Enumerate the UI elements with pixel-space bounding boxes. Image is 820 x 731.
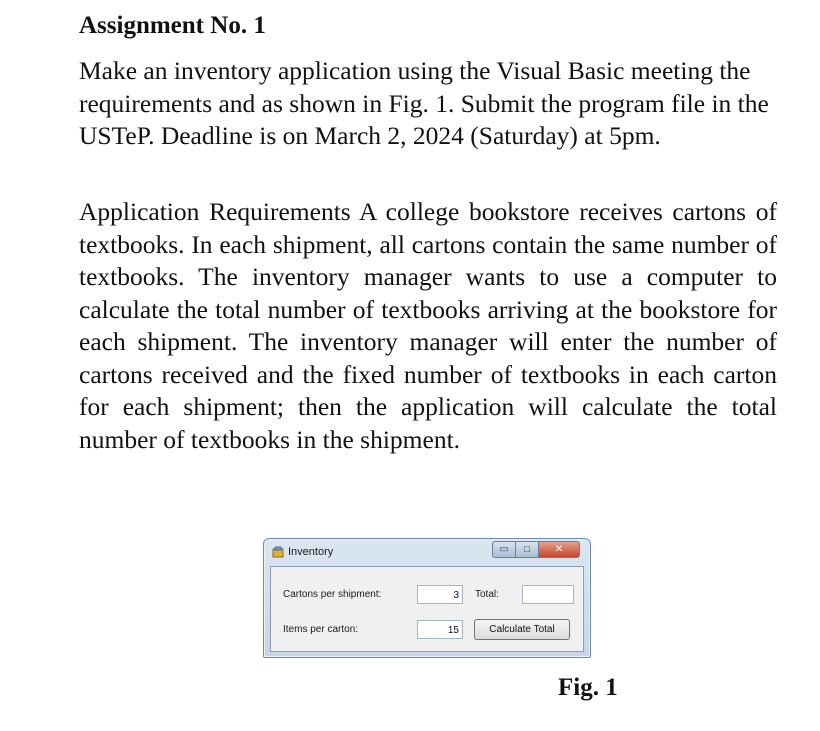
close-button[interactable]: ✕ xyxy=(538,541,580,558)
window-titlebar[interactable] xyxy=(264,539,590,565)
app-icon xyxy=(272,546,284,558)
instructions-paragraph: Make an inventory application using the Visual Basic meeting the requirements and as shown in Fig. 1. Submit the program file in the USTeP. Deadline is on March 2, 2024 (Saturday) at 5pm. xyxy=(79,56,769,150)
figure-caption: Fig. 1 xyxy=(558,674,618,701)
form-client-area xyxy=(270,566,584,652)
cartons-label: Cartons per shipment: xyxy=(283,589,382,600)
inventory-window xyxy=(263,538,591,658)
items-input[interactable]: 15 xyxy=(417,620,463,639)
cartons-input[interactable]: 3 xyxy=(417,585,463,604)
total-label: Total: xyxy=(475,589,499,600)
assignment-heading: Assignment No. 1 xyxy=(79,12,266,39)
items-label: Items per carton: xyxy=(283,624,359,635)
maximize-button[interactable]: □ xyxy=(515,541,539,558)
calculate-total-button[interactable]: Calculate Total xyxy=(474,619,570,640)
window-title: Inventory xyxy=(288,546,334,558)
minimize-button[interactable]: ▭ xyxy=(492,541,516,558)
total-output xyxy=(522,585,574,604)
requirements-paragraph: Application Requirements A college bookstore receives cartons of textbooks. In each shipment, all cartons contain the same number of textbooks. The inventory manager wants to use a computer to calculate the total number of textbooks arriving at the bookstore for each shipment. The inventory manager will enter the number of cartons received and the fixed number of textbooks in each carton for each shipment; then the application will calculate the total number of textbooks in the shipment. xyxy=(79,197,777,454)
